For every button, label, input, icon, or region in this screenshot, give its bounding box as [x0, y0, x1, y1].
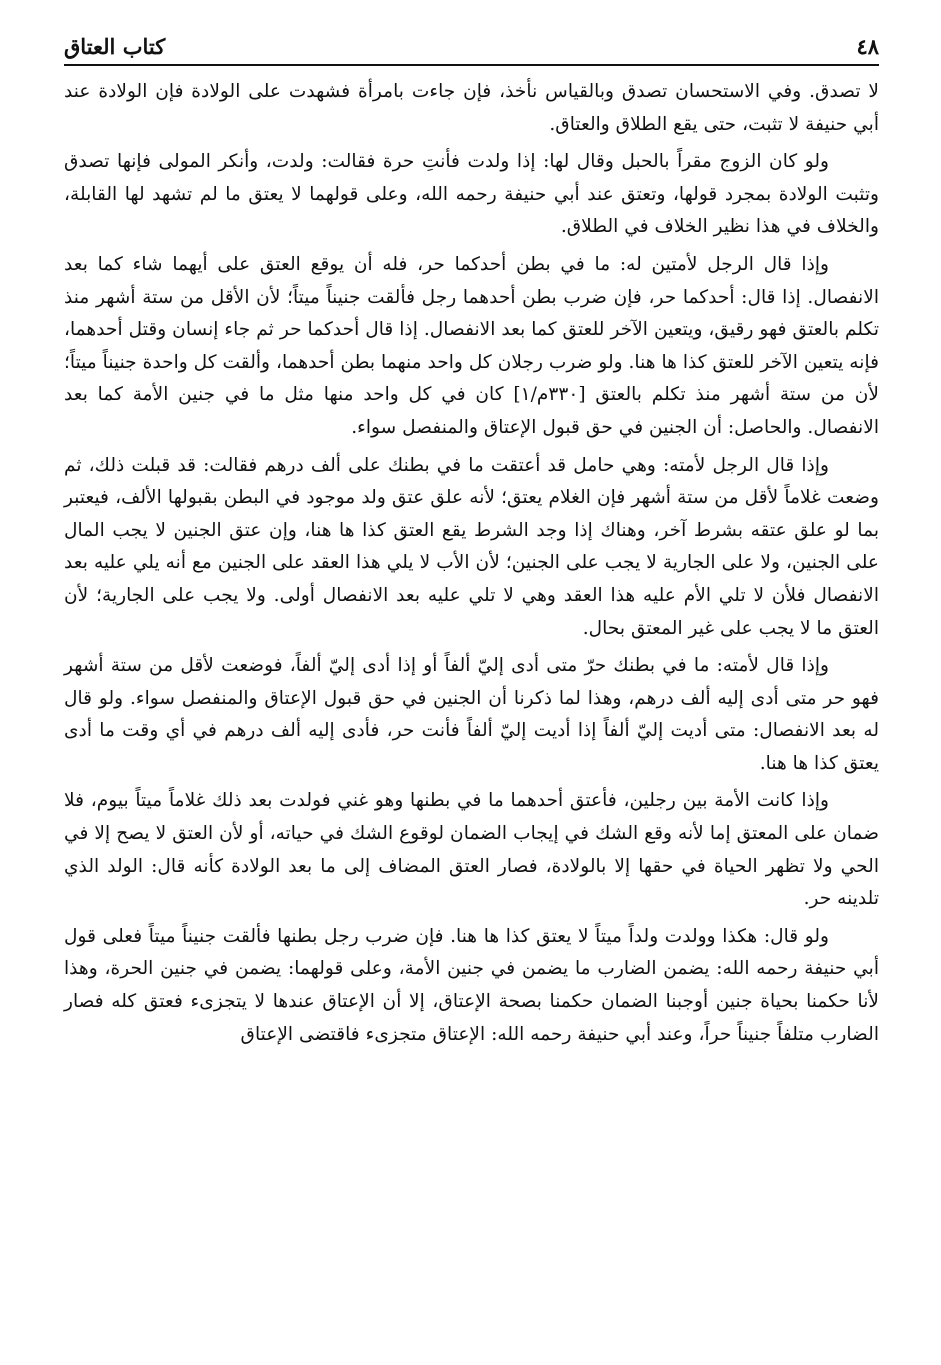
paragraph: وإذا قال الرجل لأمته: وهي حامل قد أعتقت ما في بطنك على ألف درهم فقالت: قد قبلت ذلك، ثم وضعت غلاماً لأقل من ستة أشهر فإن الغلام يعتق؛ لأنه علق عتق ولد موجود في البطن بقبولها الألف، فيعتبر بما لو علق عتقه بشرط آخر، وهناك إذا وجد الشرط يقع العتق كذا ها هنا، وإن عتق الجنين لا يجب المال على الجنين، ولا على الجارية لا يجب على الجنين؛ لأن الأب لا يلي هذا العقد على الجنين مع أنه يلي عليه بعد الانفصال فلأن لا تلي الأم عليه هذا العقد وهي لا تلي عليه بعد الانفصال أولى. ولا يجب على الجارية؛ لأن العتق ما لا يجب على غير المعتق بحال.: [64, 454, 879, 639]
paragraph: ولو قال: هكذا وولدت ولداً ميتاً لا يعتق كذا ها هنا. فإن ضرب رجل بطنها فألقت جنيناً ميتاً فعلى قول أبي حنيفة رحمه الله: يضمن الضارب ما يضمن في جنين الأمة، وعلى قولهما: يضمن في جنين الحرة، وهذا لأنا حكمنا بحياة جنين أوجبنا الضمان حكمنا بصحة الإعتاق، إلا أن الإعتاق عندها لا يتجزىء فعتق كله فصار الضارب متلفاً جنيناً حراً، وعند أبي حنيفة رحمه الله: الإعتاق متجزىء فاقتضى الإعتاق: [64, 925, 879, 1045]
paragraph: وإذا قال لأمته: ما في بطنك حرّ متى أدى إليّ ألفاً أو إذا أدى إليّ ألفاً، فوضعت لأقل من ستة أشهر فهو حر متى أدى إليه ألف درهم، وهذا لما ذكرنا أن الجنين في حق قبول الإعتاق والمنفصل سواء. ولو قال له بعد الانفصال: متى أديت إليّ ألفاً إذا أديت إليّ ألفاً فأنت حر، فأدى إليه ألف درهم في أي وقت ما أدى يعتق كذا ها هنا.: [64, 655, 879, 774]
paragraph: وإذا كانت الأمة بين رجلين، فأعتق أحدهما ما في بطنها وهو غني فولدت بعد ذلك غلاماً ميتاً بيوم، فلا ضمان على المعتق إما لأنه وقع الشك في إيجاب الضمان لوقوع الشك في حياته، أو لأن العتق لا يصح إلا في الحي ولا تظهر الحياة في حقها إلا بالولادة، فصار العتق المضاف إلى ما بعد الولادة كأنه قال: الولد الذي تلدينه حر.: [64, 790, 879, 910]
page-number: ٤٨: [856, 34, 879, 59]
document-page: [64, 22, 879, 1352]
page-header: [64, 22, 879, 62]
page-body: [64, 76, 879, 1051]
paragraph: وإذا قال الرجل لأمتين له: ما في بطن أحدكما حر، فله أن يوقع العتق على أيهما شاء كما بعد الانفصال. إذا قال: أحدكما حر، فإن ضرب بطن أحدهما رجل فألقت جنيناً ميتاً؛ لأن الأقل من ستة أشهر منذ تكلم بالعتق فهو رقيق، ويتعين الآخر للعتق كما بعد الانفصال. إذا قال أحدكما حر ثم جاء إنسان وقتل أحدهما، فإنه يتعين الآخر للعتق كذا ها هنا. ولو ضرب رجلان كل واحد منهما بطن أحدهما، وألقت كل واحدة جنيناً ميتاً؛ لأن من ستة أشهر منذ تكلم بالعتق [٣٣٠م/١] كان في كل واحد منها مثل ما في جنين الأمة كما بعد الانفصال. والحاصل: أن الجنين في حق قبول الإعتاق والمنفصل سواء.: [64, 253, 879, 438]
header-divider: [64, 64, 879, 66]
book-title: كتاب العتاق: [64, 34, 166, 59]
paragraph: ولو كان الزوج مقراً بالحبل وقال لها: إذا ولدت فأنتِ حرة فقالت: ولدت، وأنكر المولى فإنها تصدق وتثبت الولادة بمجرد قولها، وتعتق عند أبي حنيفة رحمه الله، وعلى قولهما لا يعتق ما لم تشهد لها القابلة، والخلاف في هذا نظير الخلاف في الطلاق.: [64, 151, 879, 238]
paragraph: لا تصدق. وفي الاستحسان تصدق وبالقياس نأخذ، فإن جاءت بامرأة فشهدت على الولادة فإن الولادة عند أبي حنيفة لا تثبت، حتى يقع الطلاق والعتاق.: [64, 81, 879, 135]
